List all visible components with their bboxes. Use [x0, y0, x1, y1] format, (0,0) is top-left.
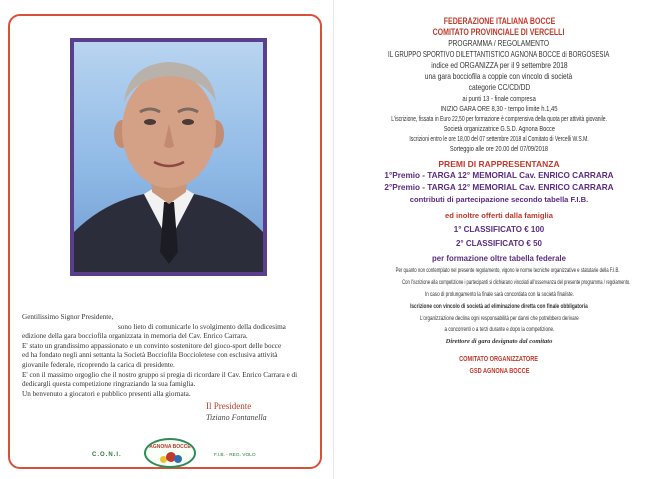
societa-line: Società organizzatrice G.S.D. Agnona Bocce	[443, 124, 555, 133]
regolamento-line: Con l'iscrizione alla competizione i partecipanti si dichiarano vincolati all'osservanza del presente programma / regolamento.	[402, 279, 631, 286]
regolamento-line: Per quanto non contemplato nel presente regolamento, vigono le norme tecniche organizzative e statutarie della F.I.B.	[395, 267, 620, 274]
fib-label: F.I.B. - REG. VOLO	[214, 453, 256, 458]
direttore-line: Direttore di gara designato dal comitato	[445, 338, 553, 345]
vincolo-line: Iscrizione con vincolo di società ad eliminazione diretta con finale obbligatoria	[410, 303, 588, 310]
iscrizioni-entro-line: Iscrizioni entro le ore 18,00 del 07 settembre 2018 al Comitato di Vercelli W.S.M.	[409, 134, 589, 143]
punti-line: ai punti 13 - finale compresa	[462, 94, 536, 103]
letter-salutation: Gentilissimo Signor Presidente,	[22, 313, 114, 321]
committee-title: COMITATO PROVINCIALE DI VERCELLI	[433, 27, 565, 37]
signature-role: Il Presidente	[206, 401, 252, 411]
portrait-illustration	[74, 42, 263, 272]
letter-line: giovanile federale, ricoprendo la carica di presidente.	[22, 360, 175, 369]
famiglia-line: ed inoltre offerti dalla famiglia	[444, 211, 554, 220]
contributi-line: contributi di partecipazione secondo tabella F.I.B.	[409, 195, 589, 204]
classificato-1: 1° CLASSIFICATO € 100	[453, 225, 545, 234]
premi-title: PREMI DI RAPPRESENTANZA	[438, 159, 560, 169]
gara-line: una gara bocciofila a coppie con vincolo di società	[425, 71, 573, 81]
page-divider	[333, 0, 334, 479]
organizer-name: GSD AGNONA BOCCE	[468, 366, 530, 375]
regolamento-line: In caso di prolungamento la finale sarà concordata con la società finaliste.	[424, 291, 574, 298]
letter-line: dedicargli questa competizione ringraziando la sua famiglia.	[22, 380, 196, 389]
signature-block	[206, 401, 316, 422]
coni-label: C.O.N.I.	[92, 452, 122, 458]
letter-line: edizione della gara bocciofila organizzata in memoria del Cav. Enrico Carrara.	[22, 332, 248, 341]
premio-1: 1°Premio - TARGA 12° MEMORIAL Cav. ENRICO CARRARA	[384, 171, 614, 180]
letter-text	[22, 313, 312, 399]
portrait-photo	[70, 38, 267, 276]
indice-line: indice ed ORGANIZZA per il 9 settembre 2018	[430, 60, 568, 70]
letter-line: E' con il massimo orgoglio che il nostro gruppo si pregia di ricordare il Cav. Enrico Carrara e di	[22, 370, 298, 379]
formazione-line: per formazione oltre tabella federale	[432, 254, 566, 263]
iscrizione-line: L'iscrizione, fissata in Euro 22,50 per formazione è comprensiva della quota per attività giovanile.	[391, 114, 607, 123]
memorial-card	[8, 14, 322, 469]
sponsor-footer	[10, 434, 320, 464]
classificato-2: 2° CLASSIFICATO € 50	[455, 239, 543, 248]
premio-2: 2°Premio - TARGA 12° MEMORIAL Cav. ENRICO CARRARA	[384, 183, 614, 192]
sorteggio-line: Sorteggio alle ore 20.00 del 07/09/2018	[449, 144, 549, 153]
signature-name: Tiziano Fontanella	[206, 413, 267, 422]
letter-line: E' stato un grandissimo appassionato e un convinto sostenitore del gioco-sport delle bocce	[22, 341, 282, 350]
regulation-sheet	[338, 14, 660, 376]
letter-line: ed ha fondato negli anni settanta la Società Bocciofila Boccioletese con esclusiva attività	[22, 351, 278, 360]
letter-line: Un benvenuto a giocatori e pubblico presenti alla giornata.	[22, 389, 191, 398]
organizer-title: COMITATO ORGANIZZATORE	[459, 354, 539, 363]
program-title: PROGRAMMA / REGOLAMENTO	[448, 38, 550, 48]
agnona-bocce-logo	[144, 438, 196, 468]
responsabilita-line: L'organizzazione declina ogni responsabilità per danni che potrebbero derivare	[419, 315, 579, 322]
inizio-line: INIZIO GARA ORE 8,30 - tempo limite h.1,45	[440, 104, 558, 113]
federation-title: FEDERAZIONE ITALIANA BOCCE	[443, 16, 555, 26]
categorie-line: categorie CC/CD/DD	[468, 82, 530, 92]
group-name: IL GRUPPO SPORTIVO DILETTANTISTICO AGNONA BOCCE di BORGOSESIA	[388, 49, 610, 59]
letter-line: sono lieto di comunicarle lo svolgimento della dodicesima	[118, 322, 286, 331]
logo-label: AGNONA BOCCE	[149, 444, 191, 450]
responsabilita-line: a concorrenti o a terzi durante e dopo la competizione.	[444, 326, 554, 333]
bocce-ball-icon	[174, 455, 182, 463]
